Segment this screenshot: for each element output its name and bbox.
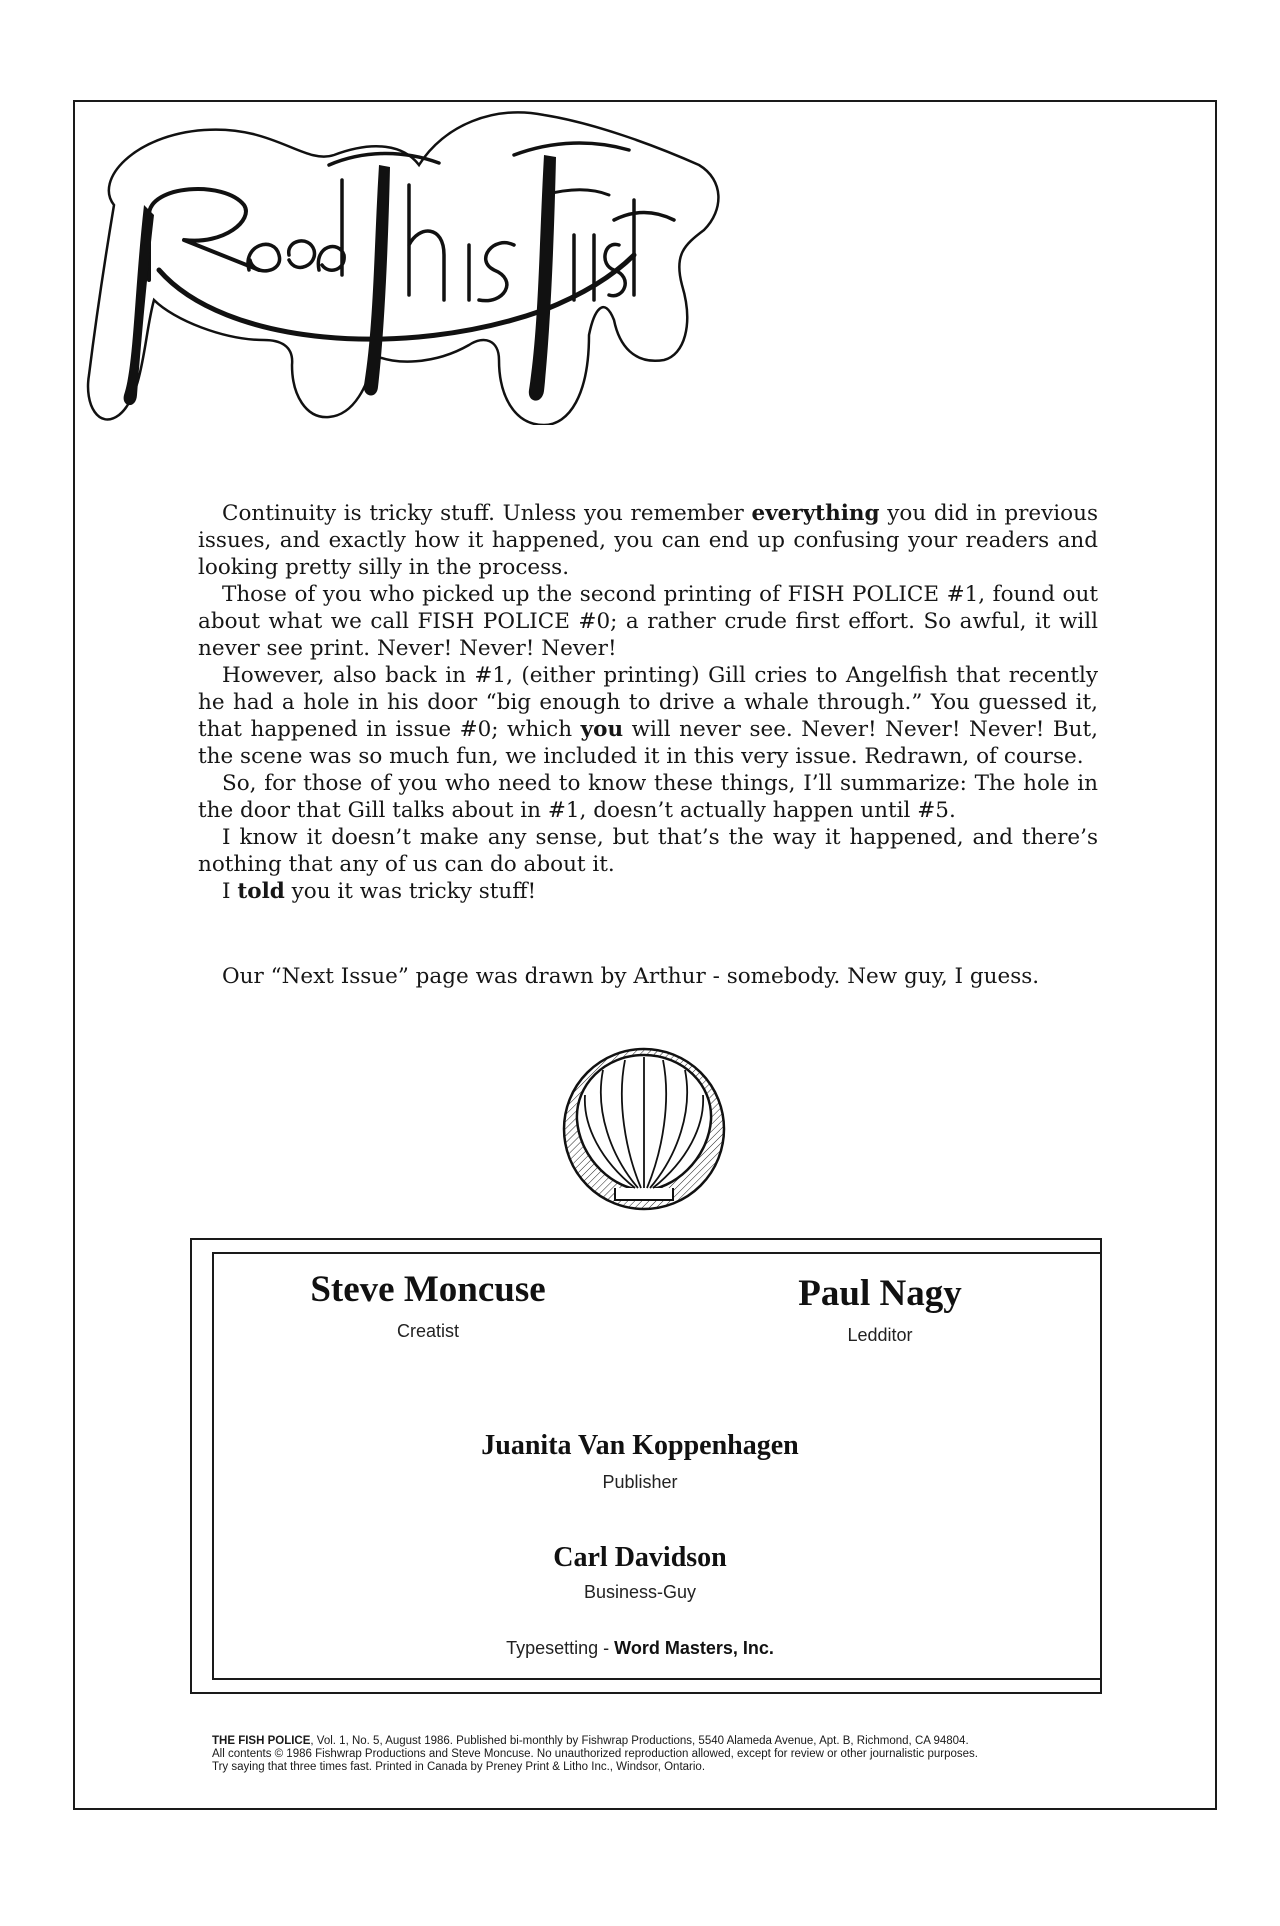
emphasis-told: told [237, 879, 285, 904]
indicia-line-1: THE FISH POLICE, Vol. 1, No. 5, August 1986. Published bi-monthly by Fishwrap Productions, 5540 Alameda Avenue, Apt. B, Richmond, CA 94804. [212, 1735, 969, 1747]
credit-paul-nagy [760, 1272, 1000, 1346]
paragraph-5: I know it doesn’t make any sense, but that’s the way it happened, and there’s nothing that any of us can do about it. [198, 825, 1098, 877]
credit-role: Ledditor [847, 1325, 913, 1345]
article-body [198, 500, 1098, 905]
credit-role: Business-Guy [583, 1582, 697, 1602]
shell-emblem-icon [555, 1040, 733, 1218]
paragraph-4: So, for those of you who need to know these things, I’ll summarize: The hole in the door that Gill talks about in #1, doesn’t actually happen until #5. [198, 771, 1098, 823]
typesetting-credit: Typesetting - Word Masters, Inc. [506, 1638, 774, 1658]
credit-carl-davidson [480, 1542, 800, 1603]
credit-role: Publisher [602, 1472, 678, 1492]
emphasis-everything: everything [751, 501, 880, 526]
paragraph-1: Continuity is tricky stuff. Unless you remember everything you did in previous issues, and exactly how it happened, you can end up confusing your readers and looking pretty silly in the process. [198, 501, 1098, 580]
credit-steve-moncuse [268, 1268, 588, 1342]
credit-name: Steve Moncuse [310, 1269, 546, 1310]
credit-role: Creatist [396, 1321, 459, 1341]
credit-name: Paul Nagy [798, 1273, 962, 1314]
typesetting-company: Word Masters, Inc. [614, 1638, 774, 1658]
read-this-first-logo [74, 95, 734, 425]
indicia-line-3: Try saying that three times fast. Printed in Canada by Preney Print & Litho Inc., Windsor, Ontario. [212, 1761, 706, 1773]
paragraph-3: However, also back in #1, (either printing) Gill cries to Angelfish that recently he had a hole in his door “big enough to drive a whale through.” You guessed it, that happened in issue #0; which you will never see. Never! Never! Never! But, the scene was so much fun, we included it in this very issue. Redrawn, of course. [198, 663, 1098, 769]
emphasis-you: you [580, 717, 624, 742]
credit-name: Carl Davidson [553, 1542, 727, 1573]
credit-name: Juanita Van Koppenhagen [481, 1430, 799, 1461]
credit-juanita-van-koppenhagen [400, 1430, 880, 1493]
paragraph-6: I told you it was tricky stuff! [222, 879, 537, 904]
indicia-title: THE FISH POLICE [212, 1735, 311, 1747]
indicia-line-2: All contents © 1986 Fishwrap Productions and Steve Moncuse. No unauthorized reproduction allowed, except for review or other journalistic purposes. [212, 1748, 978, 1760]
publication-indicia [212, 1735, 1112, 1774]
next-issue-note: Our “Next Issue” page was drawn by Arthur - somebody. New guy, I guess. [222, 964, 1040, 989]
paragraph-2: Those of you who picked up the second printing of FISH POLICE #1, found out about what we call FISH POLICE #0; a rather crude first effort. So awful, it will never see print. Never! Never! Never! [198, 582, 1098, 661]
